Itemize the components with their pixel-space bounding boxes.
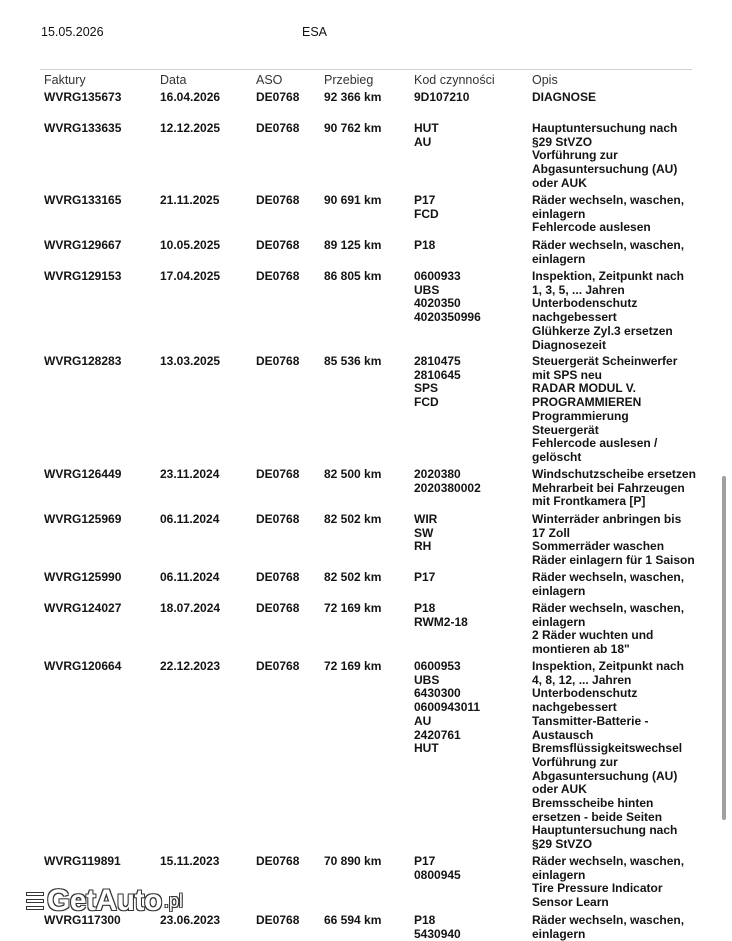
description-line: 2 Räder wuchten und bbox=[532, 628, 654, 643]
description-line: Fehlercode auslesen bbox=[532, 220, 651, 235]
service-code: 0600953 bbox=[414, 659, 461, 673]
service-code: 0600943011 bbox=[414, 700, 481, 715]
aso-code: DE0768 bbox=[256, 354, 300, 368]
aso-code: DE0768 bbox=[256, 269, 300, 283]
description-line: Programmierung bbox=[532, 408, 629, 423]
column-header-codes: Kod czynności bbox=[414, 73, 495, 87]
column-header-mileage: Przebieg bbox=[324, 73, 374, 87]
service-codes bbox=[414, 194, 439, 221]
description-line: oder AUK bbox=[532, 175, 587, 190]
mileage: 90 762 km bbox=[324, 121, 382, 135]
description bbox=[532, 914, 684, 941]
service-codes bbox=[414, 914, 461, 941]
scrollbar[interactable] bbox=[722, 476, 726, 820]
description bbox=[532, 239, 684, 266]
description-line: einlagern bbox=[532, 583, 586, 598]
column-header-aso: ASO bbox=[256, 73, 283, 87]
mileage: 89 125 km bbox=[324, 238, 382, 252]
service-code: RWM2-18 bbox=[414, 614, 468, 629]
aso-code: DE0768 bbox=[256, 570, 300, 584]
description bbox=[532, 855, 684, 910]
service-codes bbox=[414, 468, 481, 495]
service-codes bbox=[414, 571, 435, 585]
invoice-date: 17.04.2025 bbox=[160, 269, 221, 283]
description-line: Abgasuntersuchung (AU) bbox=[532, 768, 678, 783]
logo-brand: GetAuto bbox=[47, 884, 162, 917]
description-line: Hauptuntersuchung nach bbox=[532, 121, 678, 135]
description-line: Räder wechseln, waschen, bbox=[532, 570, 685, 584]
service-code: HUT bbox=[414, 121, 439, 135]
invoice-number: WVRG124027 bbox=[44, 601, 122, 615]
service-code: P18 bbox=[414, 913, 436, 927]
invoice-date: 23.06.2023 bbox=[160, 913, 221, 927]
service-code: SPS bbox=[414, 381, 439, 396]
description-line: mit SPS neu bbox=[532, 367, 603, 382]
service-code: 4020350 bbox=[414, 296, 461, 311]
invoice-number: WVRG128283 bbox=[44, 354, 122, 368]
aso-code: DE0768 bbox=[256, 193, 300, 207]
service-code: 5430940 bbox=[414, 926, 461, 941]
description-line: Unterbodenschutz bbox=[532, 296, 638, 311]
description-line: 1, 3, 5, ... Jahren bbox=[532, 282, 625, 297]
service-code: 2020380002 bbox=[414, 480, 481, 495]
service-code: RH bbox=[414, 539, 432, 554]
description-line: nachgebessert bbox=[532, 310, 617, 325]
description-line: Räder wechseln, waschen, bbox=[532, 854, 685, 868]
description-line: einlagern bbox=[532, 206, 586, 221]
aso-code: DE0768 bbox=[256, 512, 300, 526]
invoice-number: WVRG125969 bbox=[44, 512, 122, 526]
service-code: AU bbox=[414, 713, 432, 728]
aso-code: DE0768 bbox=[256, 659, 300, 673]
description-line: Inspektion, Zeitpunkt nach bbox=[532, 269, 685, 283]
mileage: 82 500 km bbox=[324, 467, 382, 481]
description-line: mit Frontkamera [P] bbox=[532, 494, 646, 509]
aso-code: DE0768 bbox=[256, 601, 300, 615]
description-line: Fehlercode auslesen / bbox=[532, 436, 658, 451]
description-line: Bremsscheibe hinten bbox=[532, 796, 654, 811]
watermark-logo bbox=[26, 884, 183, 918]
mileage: 66 594 km bbox=[324, 913, 382, 927]
mileage: 72 169 km bbox=[324, 601, 382, 615]
description-line: Räder wechseln, waschen, bbox=[532, 193, 685, 207]
description-line: Vorführung zur bbox=[532, 754, 618, 769]
description bbox=[532, 194, 684, 235]
description bbox=[532, 571, 684, 598]
aso-code: DE0768 bbox=[256, 467, 300, 481]
service-code: P17 bbox=[414, 854, 436, 868]
description-line: 17 Zoll bbox=[532, 525, 571, 540]
description-line: Tansmitter-Batterie - bbox=[532, 713, 649, 728]
description-line: nachgebessert bbox=[532, 700, 617, 715]
invoice-number: WVRG135673 bbox=[44, 90, 122, 104]
column-header-description: Opis bbox=[532, 73, 558, 87]
service-codes bbox=[414, 270, 481, 325]
description-line: PROGRAMMIEREN bbox=[532, 395, 642, 410]
description bbox=[532, 513, 695, 568]
description-line: Sensor Learn bbox=[532, 895, 609, 910]
invoice-number: WVRG133165 bbox=[44, 193, 122, 207]
description-line: Diagnosezeit bbox=[532, 337, 607, 352]
service-code: 0600933 bbox=[414, 269, 461, 283]
description-line: einlagern bbox=[532, 867, 586, 882]
logo-tld: .pl bbox=[163, 890, 183, 911]
invoice-number: WVRG117300 bbox=[44, 913, 121, 927]
invoice-number: WVRG129153 bbox=[44, 269, 122, 283]
mileage: 86 805 km bbox=[324, 269, 382, 283]
service-code: P18 bbox=[414, 601, 436, 615]
service-codes bbox=[414, 122, 439, 149]
mileage: 70 890 km bbox=[324, 854, 382, 868]
invoice-date: 18.07.2024 bbox=[160, 601, 221, 615]
column-header-invoice: Faktury bbox=[44, 73, 86, 87]
service-code: 2020380 bbox=[414, 467, 461, 481]
description-line: einlagern bbox=[532, 926, 586, 941]
invoice-number: WVRG129667 bbox=[44, 238, 122, 252]
description-line: gelöscht bbox=[532, 449, 582, 464]
invoice-date: 10.05.2025 bbox=[160, 238, 221, 252]
service-codes bbox=[414, 91, 469, 105]
header-divider bbox=[40, 69, 692, 70]
service-code: UBS bbox=[414, 282, 440, 297]
mileage: 82 502 km bbox=[324, 512, 382, 526]
description-line: Steuergerät bbox=[532, 422, 599, 437]
description-line: RADAR MODUL V. bbox=[532, 381, 637, 396]
description-line: §29 StVZO bbox=[532, 134, 593, 149]
service-code: P17 bbox=[414, 570, 436, 584]
description-line: §29 StVZO bbox=[532, 837, 593, 852]
invoice-date: 13.03.2025 bbox=[160, 354, 221, 368]
service-code: FCD bbox=[414, 206, 439, 221]
service-code: 2810475 bbox=[414, 354, 461, 368]
invoice-number: WVRG120664 bbox=[44, 659, 122, 673]
description-line: Steuergerät Scheinwerfer bbox=[532, 354, 678, 368]
report-title: ESA bbox=[302, 25, 328, 39]
service-code: P18 bbox=[414, 238, 436, 252]
service-code: 2420761 bbox=[414, 727, 461, 742]
description-line: Räder wechseln, waschen, bbox=[532, 601, 685, 615]
aso-code: DE0768 bbox=[256, 913, 300, 927]
description-line: Sommerräder waschen bbox=[532, 539, 665, 554]
invoice-date: 06.11.2024 bbox=[160, 512, 220, 526]
invoice-number: WVRG119891 bbox=[44, 854, 121, 868]
description-line: einlagern bbox=[532, 251, 586, 266]
invoice-date: 22.12.2023 bbox=[160, 659, 221, 673]
invoice-number: WVRG125990 bbox=[44, 570, 122, 584]
mileage: 72 169 km bbox=[324, 659, 382, 673]
description-line: Tire Pressure Indicator bbox=[532, 881, 663, 896]
aso-code: DE0768 bbox=[256, 90, 300, 104]
description-line: Inspektion, Zeitpunkt nach bbox=[532, 659, 685, 673]
aso-code: DE0768 bbox=[256, 238, 300, 252]
mileage: 90 691 km bbox=[324, 193, 382, 207]
invoice-date: 06.11.2024 bbox=[160, 570, 220, 584]
description-line: Mehrarbeit bei Fahrzeugen bbox=[532, 480, 685, 495]
description-line: Abgasuntersuchung (AU) bbox=[532, 162, 678, 177]
invoice-number: WVRG133635 bbox=[44, 121, 122, 135]
description-line: Räder wechseln, waschen, bbox=[532, 238, 685, 252]
description bbox=[532, 91, 596, 105]
service-codes bbox=[414, 513, 437, 554]
description-line: Räder wechseln, waschen, bbox=[532, 913, 685, 927]
description-line: einlagern bbox=[532, 614, 586, 629]
service-code: 9D107210 bbox=[414, 90, 470, 104]
service-code: 6430300 bbox=[414, 686, 461, 701]
invoice-date: 23.11.2024 bbox=[160, 467, 220, 481]
service-codes bbox=[414, 855, 461, 882]
description-line: Vorführung zur bbox=[532, 148, 618, 163]
description bbox=[532, 270, 684, 352]
description-line: oder AUK bbox=[532, 782, 587, 797]
aso-code: DE0768 bbox=[256, 121, 300, 135]
service-code: SW bbox=[414, 525, 434, 540]
service-code: AU bbox=[414, 134, 432, 149]
mileage: 92 366 km bbox=[324, 90, 382, 104]
service-codes bbox=[414, 239, 435, 253]
description-line: Hauptuntersuchung nach bbox=[532, 823, 678, 838]
top-bar bbox=[0, 0, 732, 62]
aso-code: DE0768 bbox=[256, 854, 300, 868]
mileage: 82 502 km bbox=[324, 570, 382, 584]
service-code: 4020350996 bbox=[414, 310, 481, 325]
description-line: Windschutzscheibe ersetzen bbox=[532, 467, 696, 481]
service-code: WIR bbox=[414, 512, 438, 526]
service-codes bbox=[414, 602, 468, 629]
service-code: FCD bbox=[414, 395, 439, 410]
description-line: Winterräder anbringen bis bbox=[532, 512, 682, 526]
service-codes bbox=[414, 355, 461, 410]
mileage: 85 536 km bbox=[324, 354, 382, 368]
service-code: UBS bbox=[414, 672, 440, 687]
description-line: Glühkerze Zyl.3 ersetzen bbox=[532, 323, 673, 338]
description-line: 4, 8, 12, ... Jahren bbox=[532, 672, 632, 687]
column-header-date: Data bbox=[160, 73, 187, 87]
invoice-date: 16.04.2026 bbox=[160, 90, 221, 104]
description-line: Unterbodenschutz bbox=[532, 686, 638, 701]
service-code: 0800945 bbox=[414, 867, 461, 882]
description bbox=[532, 602, 684, 657]
description-line: DIAGNOSE bbox=[532, 90, 597, 104]
description-line: Räder einlagern für 1 Saison bbox=[532, 553, 695, 568]
description bbox=[532, 122, 677, 191]
invoice-date: 15.11.2023 bbox=[160, 854, 220, 868]
service-codes bbox=[414, 660, 480, 756]
service-code: P17 bbox=[414, 193, 436, 207]
description bbox=[532, 355, 677, 465]
report-date: 15.05.2026 bbox=[41, 25, 104, 39]
service-code: 2810645 bbox=[414, 367, 461, 382]
service-code: HUT bbox=[414, 741, 439, 756]
invoice-date: 21.11.2025 bbox=[160, 193, 220, 207]
description-line: Austausch bbox=[532, 727, 594, 742]
logo-lines-icon bbox=[26, 890, 44, 912]
description-line: Bremsflüssigkeitswechsel bbox=[532, 741, 683, 756]
invoice-number: WVRG126449 bbox=[44, 467, 122, 481]
description-line: ersetzen - beide Seiten bbox=[532, 809, 663, 824]
description-line: montieren ab 18" bbox=[532, 642, 630, 657]
table-header bbox=[0, 73, 732, 89]
invoice-date: 12.12.2025 bbox=[160, 121, 221, 135]
description bbox=[532, 468, 696, 509]
description bbox=[532, 660, 684, 852]
